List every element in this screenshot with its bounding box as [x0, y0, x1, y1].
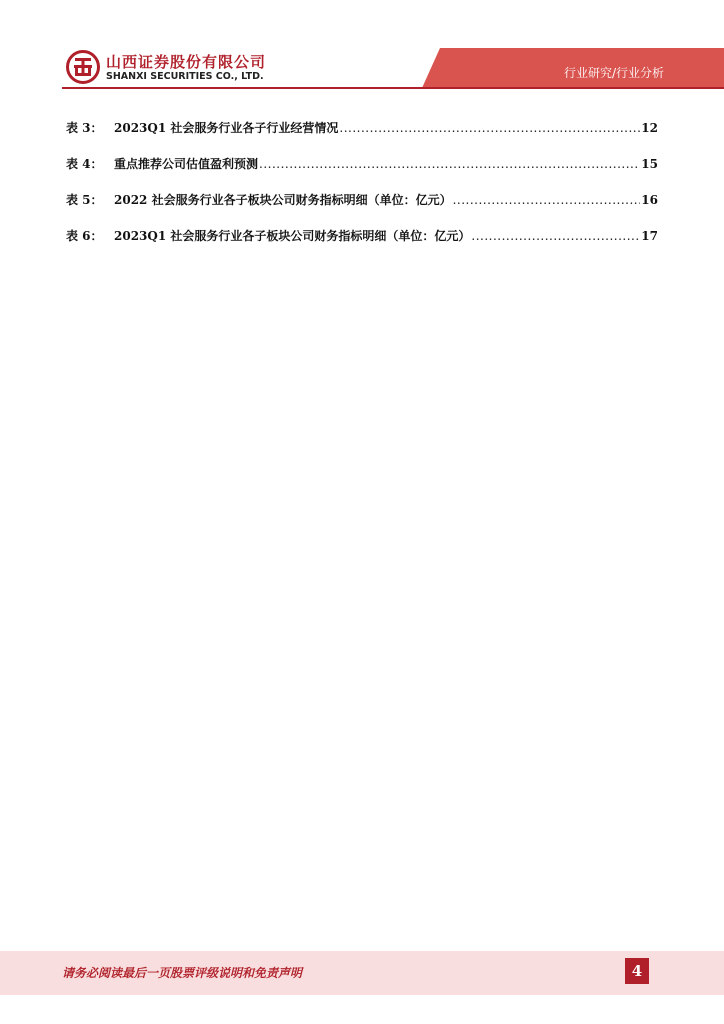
- toc-entry-label: 表 3：: [66, 121, 103, 135]
- toc-leader-dots: [453, 193, 641, 207]
- report-category: 行业研究/行业分析: [563, 66, 664, 80]
- toc-entry[interactable]: [66, 191, 658, 227]
- toc-leader-dots: [339, 121, 640, 135]
- toc-entry-page: 12: [641, 121, 658, 135]
- page-footer: [0, 951, 724, 995]
- table-of-contents: [66, 119, 658, 263]
- toc-entry[interactable]: [66, 227, 658, 263]
- company-name-cn: 山西证券股份有限公司: [106, 53, 267, 71]
- toc-entry-label: 表 6：: [66, 229, 103, 243]
- toc-entry[interactable]: [66, 119, 658, 155]
- header-band: [0, 0, 724, 100]
- toc-entry-page: 17: [641, 229, 658, 243]
- toc-entry-label: 表 5：: [66, 193, 103, 207]
- toc-entry-page: 15: [641, 157, 658, 171]
- toc-entry-title: 2023Q1 社会服务行业各子行业经营情况: [114, 121, 339, 135]
- toc-entry-label: 表 4：: [66, 157, 103, 171]
- toc-entry-title: 重点推荐公司估值盈利预测: [114, 157, 259, 171]
- toc-entry-page: 16: [641, 193, 658, 207]
- toc-leader-dots: [259, 157, 640, 171]
- company-name-en: SHANXI SECURITIES CO., LTD.: [106, 71, 264, 82]
- toc-entry-title: 2022 社会服务行业各子板块公司财务指标明细（单位：亿元）: [114, 193, 452, 207]
- toc-entry[interactable]: [66, 155, 658, 191]
- page-header: [0, 0, 724, 100]
- disclaimer-notice[interactable]: 请务必阅读最后一页股票评级说明和免责声明: [62, 966, 303, 980]
- page-number: 4: [625, 958, 649, 984]
- shanxi-securities-logo-icon: [66, 50, 100, 84]
- toc-entry-title: 2023Q1 社会服务行业各子板块公司财务指标明细（单位：亿元）: [114, 229, 471, 243]
- toc-leader-dots: [471, 229, 640, 243]
